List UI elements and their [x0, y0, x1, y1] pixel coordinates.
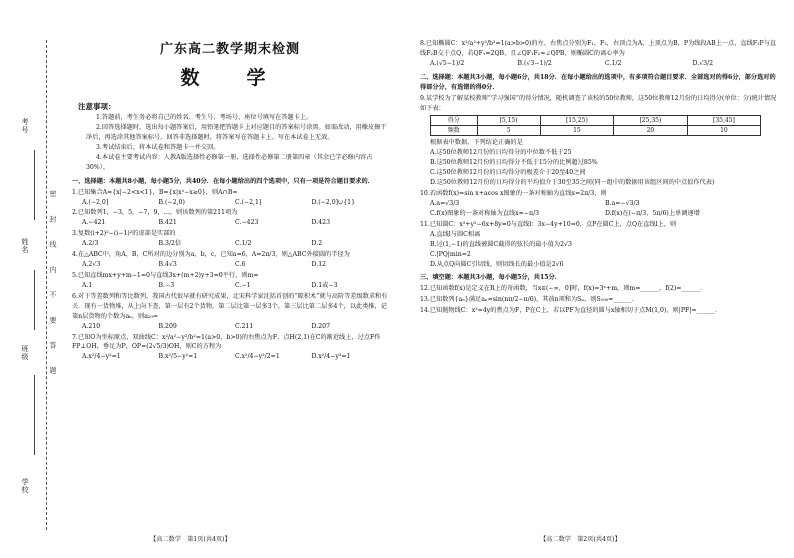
option[interactable]: A.2/3: [82, 240, 99, 248]
question-options: [82, 281, 388, 291]
option[interactable]: D.f(x)在(−π/3，5π/6)上单调递增: [605, 209, 700, 217]
section-heading-3: 三、填空题：本题共3小题，每小题5分，共15分．: [420, 274, 561, 282]
xingming-blank[interactable]: [34, 270, 35, 330]
exam-title: 广东高二教学期末检测: [159, 42, 300, 57]
question-options: [82, 218, 388, 228]
option[interactable]: B.这50位教师12月份的日均得分不低于15分的比例超过85%: [430, 159, 598, 167]
question-9: 9.某学校为了解某校教师“学习强国”的得分情况，随机调查了该校的50位教师，这50位教师12月份的日均得分(单位：分)统计情况如下表：: [420, 94, 777, 112]
table-row: [431, 126, 761, 136]
question-8: 8.已知椭圆C：x²/a²+y²/b²=1(a>b>0)的左、右焦点分别为F₁，F₂，右顶点为A，上顶点为B，P为线段AB上一点，直线F₁P与直线F₂B交于点Q，若QF₁=2QB，且∠QF₁F₂=∠QPB，则椭圆C的离心率为: [420, 40, 777, 57]
option[interactable]: B.4√3: [158, 261, 177, 269]
table-cell: 得分: [431, 116, 478, 126]
option[interactable]: B.−3: [158, 281, 175, 289]
question-options: [82, 322, 388, 332]
question-1: 1.已知集合A={x|−2<x<1}，B={x|x²−x≥0}，则A∩B=: [72, 188, 238, 196]
option[interactable]: C.−423: [235, 219, 259, 227]
notes-heading: 注意事项：: [78, 102, 116, 112]
option[interactable]: C.|PQ|min=2: [430, 250, 471, 258]
question-list: [72, 188, 388, 363]
option[interactable]: D.(−2,0]∪{1}: [311, 198, 356, 206]
option[interactable]: A.2√3: [82, 261, 101, 269]
exam-sidebar: [0, 0, 62, 558]
option[interactable]: A.这50位教师12月份的日均得分的中位数不低于25: [430, 149, 572, 157]
option[interactable]: D.12: [311, 261, 327, 269]
option[interactable]: C.这50位教师12月份的日均得分的极差介于20至40之间: [430, 169, 586, 177]
question-options: [82, 260, 388, 270]
cut-line: [46, 40, 47, 530]
question-3: 3.复数(i+2)²−(i−1)²的虚部是实部的: [72, 230, 176, 238]
table-cell: 频数: [431, 126, 478, 136]
question-9-lead: 根据表中数据，下列结论正确的是: [430, 139, 523, 147]
option[interactable]: C.1/2: [605, 59, 622, 67]
option[interactable]: A.x²/4−y²=1: [82, 353, 121, 361]
question-12: 12.已知函数f(x)是定义在R上的奇函数，当x∈(−∞，0]时，f(x)=3ˣ+m，则m=______，f(2)=______．: [420, 285, 707, 293]
table-cell: 10: [687, 126, 761, 136]
option[interactable]: B.421: [158, 219, 177, 227]
question-11: 11.已知圆C：x²+y²−6x+8y=0与直线l：3x−4y+10=0，点P在圆C上，点Q在直线l上，则: [420, 220, 677, 228]
option[interactable]: A.直线l与圆C相离: [430, 230, 481, 238]
option[interactable]: B.209: [158, 322, 177, 330]
question-options: [82, 352, 388, 362]
question-2: 2.已知数列1，−3，5，−7，9，…，则该数列的第211项为: [72, 209, 238, 217]
label-xingming: 姓名: [21, 238, 29, 254]
option[interactable]: C.1/2: [235, 240, 252, 248]
option[interactable]: D.423: [311, 219, 331, 227]
banji-blank[interactable]: [34, 375, 35, 455]
question-7: 7.已知O为坐标原点，双曲线C：x²/a²−y²/b²=1(a>0，b>0)的右焦点为F，点H(2,1)在C的渐近线上，过点F作FP⊥OH，垂足为P，OP=(2√5/3)OH，则C的方程为: [72, 333, 381, 351]
table-cell: [35,45]: [687, 116, 761, 126]
seal-text: 密 封 线 内 不 要 答 题: [49, 190, 57, 382]
label-banji: 班级: [21, 345, 29, 361]
question-10-options-cd: [430, 209, 780, 219]
footer-page-2: 【高二数学 第2页(共4页)】: [540, 536, 621, 543]
option[interactable]: A.210: [82, 322, 101, 330]
question-5: 5.已知直线mx+y+m−1=0与直线3x+(m+2)y+3=0平行，则m=: [72, 272, 259, 280]
option[interactable]: B.a=−√3/3: [605, 199, 640, 207]
option[interactable]: C.x²/4−y²/2=1: [235, 353, 280, 361]
option[interactable]: B.x²/5−y²=1: [158, 353, 198, 361]
table-cell: [15,25): [540, 116, 614, 126]
option[interactable]: A.(√5−1)/2: [430, 59, 465, 67]
label-kaohao: 考号: [21, 118, 29, 134]
exam-subject: 数 学: [180, 66, 280, 89]
question-13: 13.已知数列{aₙ}满足aₙ=sin(nπ/2−π/6)，其前n项和为Sₙ，则S₁₀₀=______．: [420, 296, 639, 304]
option[interactable]: B.3/2倍: [158, 240, 182, 248]
page-right: [420, 38, 780, 316]
table-cell: 15: [540, 126, 614, 136]
question-8-options: [430, 59, 780, 69]
option[interactable]: D.这50位教师12月份的日均得分的平均值介于30至35之间(同一组中的数据用该组区间的中点值作代表): [430, 179, 715, 187]
option[interactable]: C.6: [235, 261, 246, 269]
option[interactable]: A.(−2,0]: [82, 198, 109, 206]
table-cell: 20: [614, 126, 688, 136]
option[interactable]: B.(−2,0): [158, 198, 185, 206]
question-6: 6.对于等差数列和等比数列，我国古代很早就有研究成果，北宋科学家沈括首创的“隙积术”就与高阶等差级数求和有关．现有一货物堆，从上向下查，第一层有2个货物，第二层比第一层多3个，第三层比第二层多4个，以此类推，记第n层货物的个数为aₙ，则a₂₀=: [72, 292, 388, 320]
section-heading-1: 一、选择题：本题共8小题，每小题5分，共40分．在每小题给出的四个选项中，只有一项是符合题目要求的．: [72, 177, 374, 185]
option[interactable]: D.207: [311, 322, 331, 330]
option[interactable]: A.1: [82, 281, 93, 289]
option[interactable]: D.2: [311, 240, 323, 248]
page-left: [72, 40, 388, 362]
question-options: [82, 198, 388, 208]
note-item: 2.回答选择题时，选出每小题答案后，用铅笔把答题卡上对应题目的答案标号涂黑。如需改动，用橡皮擦干净后，再选涂其他答案标号。回答非选择题时，将答案写在答题卡上。写在本试卷上无效。: [86, 124, 387, 142]
note-item: 1.答题前，考生务必将自己的姓名、考生号、考场号、座位号填写在答题卡上。: [96, 114, 313, 122]
question-10-options-ab: [430, 199, 780, 209]
score-table: [430, 115, 761, 136]
note-item: 4.本试卷主要考试内容：人教A版选择性必修第一册，选择性必修第二册第四章（其余已学必修内容占30%）。: [86, 153, 373, 171]
option[interactable]: D.从点Q向圆C引切线，则切线长的最小值是2√6: [430, 260, 564, 268]
question-options: [82, 239, 388, 249]
option[interactable]: C.−1: [235, 281, 251, 289]
table-cell: [25,35): [614, 116, 688, 126]
option[interactable]: B.过(1,−1)的直线被圆C截得的弦长的最小值为2√3: [430, 240, 572, 248]
option[interactable]: B.(√3−1)/2: [517, 59, 552, 67]
question-10: 10.若函数f(x)=sin x+acos x图象的一条对称轴为直线x=2π/3，则: [420, 190, 607, 198]
section-heading-2: 二、选择题：本题共3小题，每小题6分，共18分．在每小题给出的选项中，有多项符合题目要求．全部选对的得6分，部分选对的得部分分，有选错的得0分．: [420, 73, 776, 91]
option[interactable]: C.f(x)图象的一条对称轴为直线x=−π/3: [430, 209, 540, 217]
kaohao-blank[interactable]: [34, 150, 35, 220]
table-cell: 5: [477, 126, 540, 136]
option[interactable]: D.√3/2: [692, 59, 714, 67]
footer-page-1: 【高二数学 第1页(共4页)】: [150, 536, 231, 543]
option[interactable]: C.(−2,1]: [235, 198, 262, 206]
question-4: 4.在△ABC中，角A，B，C所对的边分别为a，b，c，已知a=6，A=2π/3，则△ABC外接圆的半径为: [72, 251, 350, 259]
question-14: 14.已知抛物线C：x²=4y的焦点为F，P在C上，若以PF为直径的圆与x轴相切于点M(1,0)，则|PF|=______．: [420, 307, 722, 315]
option[interactable]: A.−421: [82, 219, 106, 227]
option[interactable]: C.211: [235, 322, 254, 330]
option[interactable]: D.1或−3: [311, 281, 338, 289]
option[interactable]: A.a=√3/3: [430, 199, 460, 207]
option[interactable]: D.x²/4−y²=1: [311, 353, 351, 361]
table-row: [431, 116, 761, 126]
table-cell: [5,15): [477, 116, 540, 126]
label-xuexiao: 学校: [21, 478, 29, 494]
note-item: 3.考试结束后，将本试卷和答题卡一并交回。: [96, 143, 220, 151]
